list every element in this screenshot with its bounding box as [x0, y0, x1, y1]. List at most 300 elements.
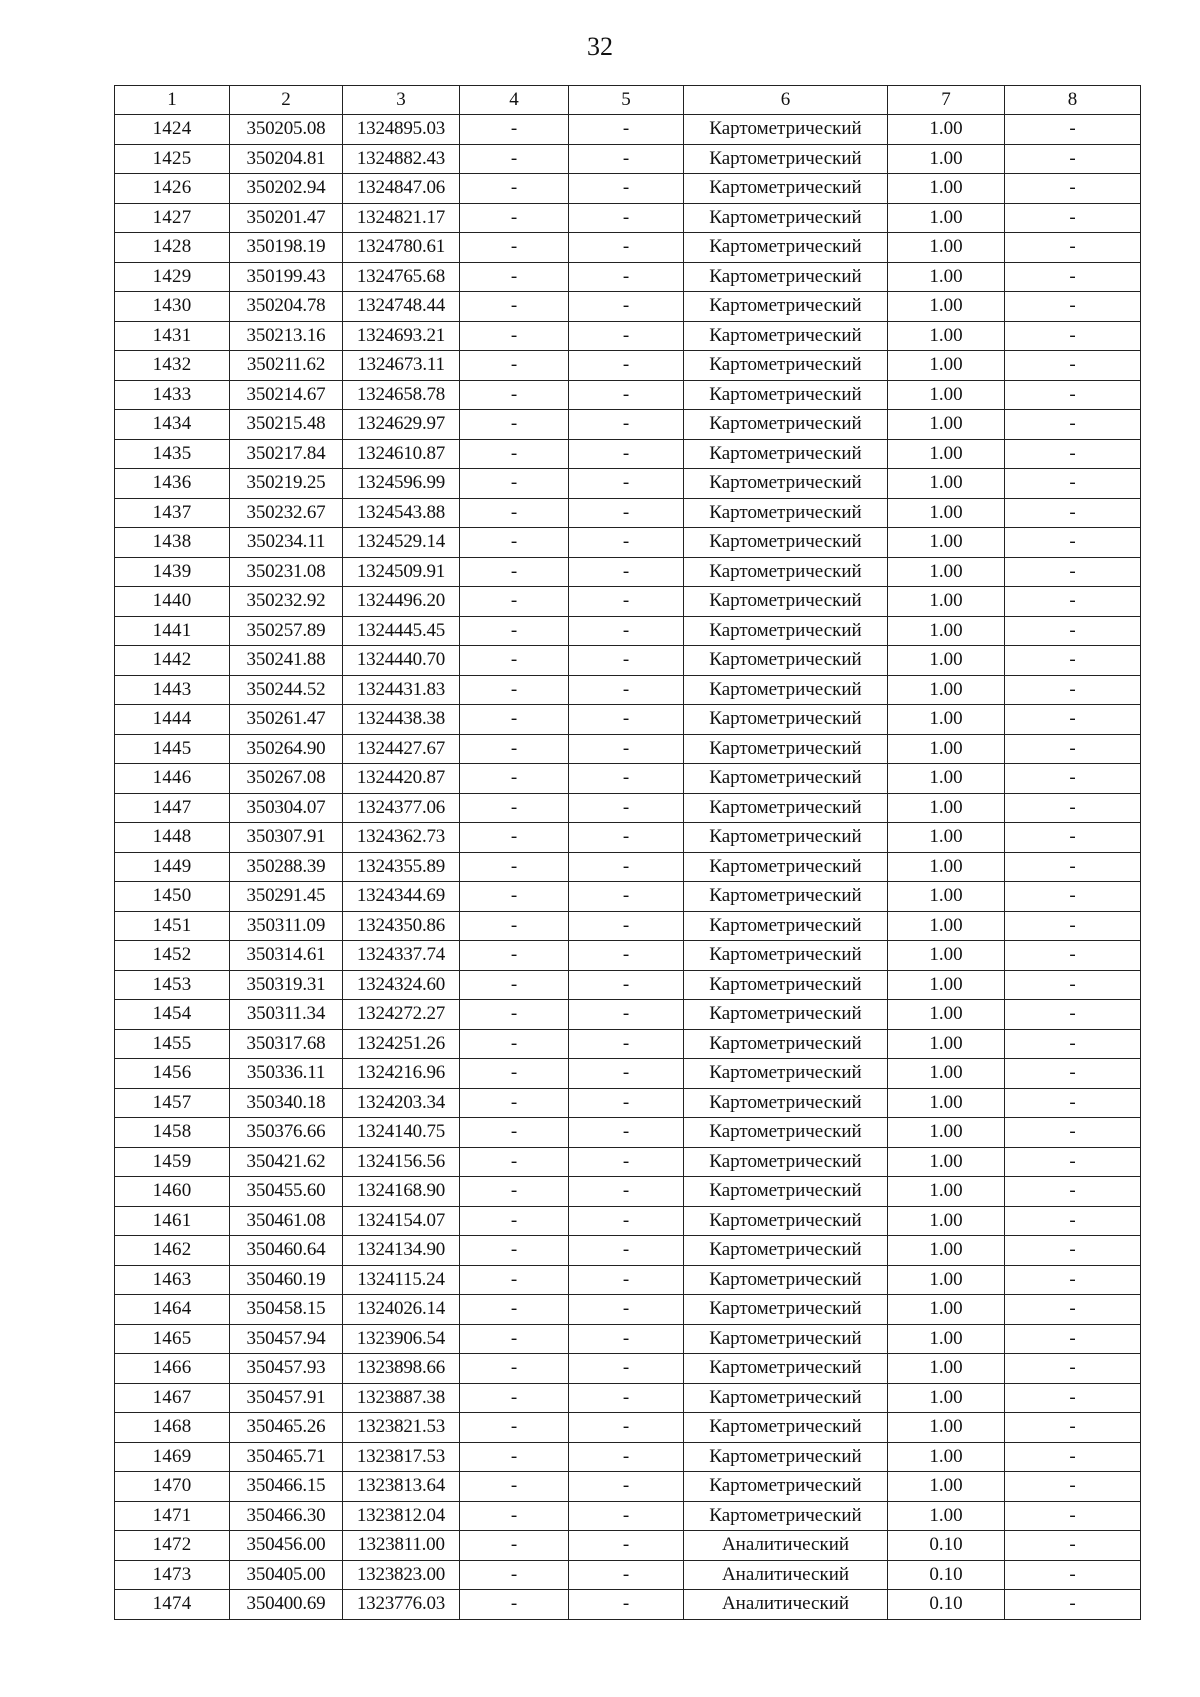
x-coordinate-cell: 350288.39: [230, 852, 343, 882]
col-5-cell: -: [569, 262, 684, 292]
page-number: 32: [587, 32, 613, 61]
col-5-cell: -: [569, 557, 684, 587]
y-coordinate-cell: 1324780.61: [343, 233, 460, 263]
col-5-cell: -: [569, 1147, 684, 1177]
table-row: [115, 1177, 1141, 1207]
col-8-cell: -: [1005, 1029, 1141, 1059]
y-coordinate-cell: 1324362.73: [343, 823, 460, 853]
table-row: [115, 1383, 1141, 1413]
col-5-cell: -: [569, 528, 684, 558]
col-5-cell: -: [569, 174, 684, 204]
x-coordinate-cell: 350241.88: [230, 646, 343, 676]
y-coordinate-cell: 1324355.89: [343, 852, 460, 882]
method-cell: Картометрический: [684, 1177, 888, 1207]
table-row: [115, 616, 1141, 646]
col-8-cell: -: [1005, 557, 1141, 587]
table-row: [115, 1265, 1141, 1295]
method-cell: Картометрический: [684, 174, 888, 204]
method-cell: Картометрический: [684, 469, 888, 499]
col-4-cell: -: [460, 1177, 569, 1207]
col-8-cell: -: [1005, 1206, 1141, 1236]
accuracy-cell: 1.00: [888, 1295, 1005, 1325]
col-8-cell: -: [1005, 1236, 1141, 1266]
accuracy-cell: 1.00: [888, 705, 1005, 735]
method-cell: Картометрический: [684, 1059, 888, 1089]
method-cell: Картометрический: [684, 144, 888, 174]
method-cell: Картометрический: [684, 1147, 888, 1177]
col-4-cell: -: [460, 469, 569, 499]
col-4-cell: -: [460, 1383, 569, 1413]
accuracy-cell: 1.00: [888, 144, 1005, 174]
accuracy-cell: 1.00: [888, 616, 1005, 646]
col-5-cell: -: [569, 1295, 684, 1325]
x-coordinate-cell: 350244.52: [230, 675, 343, 705]
point-number-cell: 1452: [115, 941, 230, 971]
table-row: [115, 587, 1141, 617]
x-coordinate-cell: 350261.47: [230, 705, 343, 735]
point-number-cell: 1460: [115, 1177, 230, 1207]
col-8-cell: -: [1005, 1531, 1141, 1561]
col-8-cell: -: [1005, 882, 1141, 912]
point-number-cell: 1449: [115, 852, 230, 882]
method-cell: Картометрический: [684, 351, 888, 381]
col-4-cell: -: [460, 1324, 569, 1354]
col-4-cell: -: [460, 557, 569, 587]
accuracy-cell: 1.00: [888, 882, 1005, 912]
col-5-cell: -: [569, 1059, 684, 1089]
point-number-cell: 1474: [115, 1590, 230, 1620]
point-number-cell: 1446: [115, 764, 230, 794]
col-8-cell: -: [1005, 1442, 1141, 1472]
col-5-cell: -: [569, 498, 684, 528]
col-5-cell: -: [569, 1413, 684, 1443]
column-header-7: 7: [888, 86, 1005, 115]
col-5-cell: -: [569, 1029, 684, 1059]
col-8-cell: -: [1005, 1590, 1141, 1620]
y-coordinate-cell: 1324673.11: [343, 351, 460, 381]
accuracy-cell: 1.00: [888, 321, 1005, 351]
col-4-cell: -: [460, 823, 569, 853]
method-cell: Картометрический: [684, 410, 888, 440]
method-cell: Картометрический: [684, 203, 888, 233]
point-number-cell: 1459: [115, 1147, 230, 1177]
col-8-cell: -: [1005, 587, 1141, 617]
col-5-cell: -: [569, 203, 684, 233]
point-number-cell: 1470: [115, 1472, 230, 1502]
col-8-cell: -: [1005, 380, 1141, 410]
col-4-cell: -: [460, 1354, 569, 1384]
point-number-cell: 1426: [115, 174, 230, 204]
col-4-cell: -: [460, 1265, 569, 1295]
table-row: [115, 1324, 1141, 1354]
table-row: [115, 1442, 1141, 1472]
point-number-cell: 1431: [115, 321, 230, 351]
accuracy-cell: 1.00: [888, 646, 1005, 676]
col-8-cell: -: [1005, 174, 1141, 204]
col-8-cell: -: [1005, 321, 1141, 351]
col-4-cell: -: [460, 764, 569, 794]
col-5-cell: -: [569, 1177, 684, 1207]
x-coordinate-cell: 350455.60: [230, 1177, 343, 1207]
x-coordinate-cell: 350336.11: [230, 1059, 343, 1089]
x-coordinate-cell: 350376.66: [230, 1118, 343, 1148]
column-header-2: 2: [230, 86, 343, 115]
col-8-cell: -: [1005, 410, 1141, 440]
point-number-cell: 1430: [115, 292, 230, 322]
method-cell: Картометрический: [684, 262, 888, 292]
accuracy-cell: 1.00: [888, 1147, 1005, 1177]
point-number-cell: 1453: [115, 970, 230, 1000]
point-number-cell: 1441: [115, 616, 230, 646]
col-5-cell: -: [569, 823, 684, 853]
table-row: [115, 1472, 1141, 1502]
col-4-cell: -: [460, 380, 569, 410]
point-number-cell: 1462: [115, 1236, 230, 1266]
x-coordinate-cell: 350304.07: [230, 793, 343, 823]
method-cell: Картометрический: [684, 1118, 888, 1148]
y-coordinate-cell: 1324693.21: [343, 321, 460, 351]
accuracy-cell: 1.00: [888, 203, 1005, 233]
point-number-cell: 1466: [115, 1354, 230, 1384]
method-cell: Картометрический: [684, 439, 888, 469]
col-8-cell: -: [1005, 1000, 1141, 1030]
column-header-3: 3: [343, 86, 460, 115]
point-number-cell: 1450: [115, 882, 230, 912]
table-row: [115, 233, 1141, 263]
col-8-cell: -: [1005, 203, 1141, 233]
y-coordinate-cell: 1324115.24: [343, 1265, 460, 1295]
accuracy-cell: 1.00: [888, 1413, 1005, 1443]
method-cell: Картометрический: [684, 734, 888, 764]
accuracy-cell: 1.00: [888, 410, 1005, 440]
method-cell: Картометрический: [684, 1295, 888, 1325]
col-4-cell: -: [460, 1295, 569, 1325]
y-coordinate-cell: 1324420.87: [343, 764, 460, 794]
point-number-cell: 1463: [115, 1265, 230, 1295]
x-coordinate-cell: 350214.67: [230, 380, 343, 410]
table-row: [115, 1088, 1141, 1118]
x-coordinate-cell: 350291.45: [230, 882, 343, 912]
method-cell: Картометрический: [684, 1029, 888, 1059]
point-number-cell: 1472: [115, 1531, 230, 1561]
point-number-cell: 1451: [115, 911, 230, 941]
method-cell: Картометрический: [684, 941, 888, 971]
col-5-cell: -: [569, 970, 684, 1000]
x-coordinate-cell: 350232.92: [230, 587, 343, 617]
method-cell: Картометрический: [684, 1413, 888, 1443]
x-coordinate-cell: 350465.26: [230, 1413, 343, 1443]
column-header-5: 5: [569, 86, 684, 115]
x-coordinate-cell: 350460.64: [230, 1236, 343, 1266]
col-4-cell: -: [460, 1147, 569, 1177]
table-row: [115, 351, 1141, 381]
col-8-cell: -: [1005, 646, 1141, 676]
col-8-cell: -: [1005, 1383, 1141, 1413]
col-4-cell: -: [460, 292, 569, 322]
point-number-cell: 1461: [115, 1206, 230, 1236]
table-row: [115, 705, 1141, 735]
col-4-cell: -: [460, 115, 569, 145]
x-coordinate-cell: 350460.19: [230, 1265, 343, 1295]
col-4-cell: -: [460, 1531, 569, 1561]
accuracy-cell: 1.00: [888, 1236, 1005, 1266]
y-coordinate-cell: 1324596.99: [343, 469, 460, 499]
col-4-cell: -: [460, 528, 569, 558]
y-coordinate-cell: 1324344.69: [343, 882, 460, 912]
col-5-cell: -: [569, 705, 684, 735]
y-coordinate-cell: 1324543.88: [343, 498, 460, 528]
point-number-cell: 1467: [115, 1383, 230, 1413]
accuracy-cell: 1.00: [888, 557, 1005, 587]
method-cell: Картометрический: [684, 115, 888, 145]
point-number-cell: 1439: [115, 557, 230, 587]
y-coordinate-cell: 1324134.90: [343, 1236, 460, 1266]
table-row: [115, 1413, 1141, 1443]
accuracy-cell: 1.00: [888, 1383, 1005, 1413]
y-coordinate-cell: 1324882.43: [343, 144, 460, 174]
col-8-cell: -: [1005, 1118, 1141, 1148]
y-coordinate-cell: 1324154.07: [343, 1206, 460, 1236]
table-row: [115, 1531, 1141, 1561]
table-row: [115, 1295, 1141, 1325]
point-number-cell: 1428: [115, 233, 230, 263]
col-5-cell: -: [569, 144, 684, 174]
y-coordinate-cell: 1324350.86: [343, 911, 460, 941]
col-5-cell: -: [569, 233, 684, 263]
accuracy-cell: 1.00: [888, 823, 1005, 853]
y-coordinate-cell: 1324529.14: [343, 528, 460, 558]
x-coordinate-cell: 350204.78: [230, 292, 343, 322]
col-4-cell: -: [460, 262, 569, 292]
accuracy-cell: 1.00: [888, 528, 1005, 558]
col-4-cell: -: [460, 174, 569, 204]
col-5-cell: -: [569, 646, 684, 676]
col-8-cell: -: [1005, 1413, 1141, 1443]
x-coordinate-cell: 350198.19: [230, 233, 343, 263]
method-cell: Аналитический: [684, 1590, 888, 1620]
table-row: [115, 1147, 1141, 1177]
accuracy-cell: 1.00: [888, 292, 1005, 322]
table-row: [115, 675, 1141, 705]
accuracy-cell: 1.00: [888, 1177, 1005, 1207]
table-row: [115, 262, 1141, 292]
x-coordinate-cell: 350456.00: [230, 1531, 343, 1561]
table-row: [115, 911, 1141, 941]
point-number-cell: 1433: [115, 380, 230, 410]
col-8-cell: -: [1005, 498, 1141, 528]
y-coordinate-cell: 1323812.04: [343, 1501, 460, 1531]
y-coordinate-cell: 1324377.06: [343, 793, 460, 823]
table-header: [115, 86, 1141, 115]
table-row: [115, 734, 1141, 764]
col-4-cell: -: [460, 911, 569, 941]
col-4-cell: -: [460, 1560, 569, 1590]
col-5-cell: -: [569, 793, 684, 823]
col-8-cell: -: [1005, 734, 1141, 764]
col-5-cell: -: [569, 321, 684, 351]
col-4-cell: -: [460, 1000, 569, 1030]
accuracy-cell: 1.00: [888, 1000, 1005, 1030]
method-cell: Аналитический: [684, 1531, 888, 1561]
col-5-cell: -: [569, 1383, 684, 1413]
method-cell: Картометрический: [684, 1501, 888, 1531]
x-coordinate-cell: 350231.08: [230, 557, 343, 587]
col-5-cell: -: [569, 1590, 684, 1620]
accuracy-cell: 1.00: [888, 970, 1005, 1000]
col-8-cell: -: [1005, 764, 1141, 794]
col-5-cell: -: [569, 911, 684, 941]
method-cell: Картометрический: [684, 911, 888, 941]
accuracy-cell: 1.00: [888, 1265, 1005, 1295]
accuracy-cell: 1.00: [888, 764, 1005, 794]
method-cell: Картометрический: [684, 675, 888, 705]
col-5-cell: -: [569, 616, 684, 646]
col-5-cell: -: [569, 439, 684, 469]
table-row: [115, 1501, 1141, 1531]
method-cell: Картометрический: [684, 528, 888, 558]
table-row: [115, 1206, 1141, 1236]
accuracy-cell: 1.00: [888, 439, 1005, 469]
x-coordinate-cell: 350199.43: [230, 262, 343, 292]
col-5-cell: -: [569, 734, 684, 764]
accuracy-cell: 1.00: [888, 1088, 1005, 1118]
method-cell: Картометрический: [684, 1324, 888, 1354]
x-coordinate-cell: 350311.34: [230, 1000, 343, 1030]
y-coordinate-cell: 1324203.34: [343, 1088, 460, 1118]
x-coordinate-cell: 350457.91: [230, 1383, 343, 1413]
accuracy-cell: 1.00: [888, 1324, 1005, 1354]
col-8-cell: -: [1005, 1354, 1141, 1384]
x-coordinate-cell: 350234.11: [230, 528, 343, 558]
method-cell: Картометрический: [684, 1442, 888, 1472]
y-coordinate-cell: 1323898.66: [343, 1354, 460, 1384]
y-coordinate-cell: 1323776.03: [343, 1590, 460, 1620]
column-header-4: 4: [460, 86, 569, 115]
method-cell: Картометрический: [684, 321, 888, 351]
col-4-cell: -: [460, 439, 569, 469]
point-number-cell: 1444: [115, 705, 230, 735]
point-number-cell: 1437: [115, 498, 230, 528]
table-row: [115, 410, 1141, 440]
point-number-cell: 1456: [115, 1059, 230, 1089]
method-cell: Картометрический: [684, 1088, 888, 1118]
col-5-cell: -: [569, 1088, 684, 1118]
col-8-cell: -: [1005, 941, 1141, 971]
method-cell: Картометрический: [684, 292, 888, 322]
point-number-cell: 1447: [115, 793, 230, 823]
y-coordinate-cell: 1323906.54: [343, 1324, 460, 1354]
col-8-cell: -: [1005, 675, 1141, 705]
col-8-cell: -: [1005, 1147, 1141, 1177]
x-coordinate-cell: 350457.94: [230, 1324, 343, 1354]
col-4-cell: -: [460, 498, 569, 528]
accuracy-cell: 1.00: [888, 1206, 1005, 1236]
method-cell: Картометрический: [684, 616, 888, 646]
x-coordinate-cell: 350204.81: [230, 144, 343, 174]
accuracy-cell: 1.00: [888, 498, 1005, 528]
col-8-cell: -: [1005, 1560, 1141, 1590]
method-cell: Картометрический: [684, 793, 888, 823]
table-row: [115, 321, 1141, 351]
y-coordinate-cell: 1324168.90: [343, 1177, 460, 1207]
col-4-cell: -: [460, 351, 569, 381]
col-4-cell: -: [460, 1501, 569, 1531]
col-5-cell: -: [569, 852, 684, 882]
x-coordinate-cell: 350314.61: [230, 941, 343, 971]
y-coordinate-cell: 1324748.44: [343, 292, 460, 322]
table-row: [115, 203, 1141, 233]
accuracy-cell: 1.00: [888, 734, 1005, 764]
col-5-cell: -: [569, 1236, 684, 1266]
accuracy-cell: 1.00: [888, 1059, 1005, 1089]
col-4-cell: -: [460, 1590, 569, 1620]
point-number-cell: 1440: [115, 587, 230, 617]
y-coordinate-cell: 1324445.45: [343, 616, 460, 646]
col-8-cell: -: [1005, 1265, 1141, 1295]
x-coordinate-cell: 350215.48: [230, 410, 343, 440]
header-row: [115, 86, 1141, 115]
accuracy-cell: 0.10: [888, 1560, 1005, 1590]
col-8-cell: -: [1005, 1472, 1141, 1502]
method-cell: Картометрический: [684, 1265, 888, 1295]
accuracy-cell: 1.00: [888, 1501, 1005, 1531]
col-5-cell: -: [569, 675, 684, 705]
col-5-cell: -: [569, 469, 684, 499]
x-coordinate-cell: 350400.69: [230, 1590, 343, 1620]
table-row: [115, 1590, 1141, 1620]
method-cell: Картометрический: [684, 823, 888, 853]
coordinates-table: [114, 85, 1141, 1620]
table-row: [115, 498, 1141, 528]
accuracy-cell: 1.00: [888, 1118, 1005, 1148]
point-number-cell: 1427: [115, 203, 230, 233]
col-4-cell: -: [460, 646, 569, 676]
point-number-cell: 1443: [115, 675, 230, 705]
point-number-cell: 1432: [115, 351, 230, 381]
y-coordinate-cell: 1324251.26: [343, 1029, 460, 1059]
col-8-cell: -: [1005, 852, 1141, 882]
x-coordinate-cell: 350307.91: [230, 823, 343, 853]
col-5-cell: -: [569, 587, 684, 617]
x-coordinate-cell: 350465.71: [230, 1442, 343, 1472]
accuracy-cell: 1.00: [888, 1354, 1005, 1384]
column-header-8: 8: [1005, 86, 1141, 115]
y-coordinate-cell: 1324440.70: [343, 646, 460, 676]
y-coordinate-cell: 1323887.38: [343, 1383, 460, 1413]
table-body: [115, 115, 1141, 1620]
col-4-cell: -: [460, 941, 569, 971]
point-number-cell: 1465: [115, 1324, 230, 1354]
table-row: [115, 1118, 1141, 1148]
y-coordinate-cell: 1324438.38: [343, 705, 460, 735]
point-number-cell: 1448: [115, 823, 230, 853]
method-cell: Картометрический: [684, 587, 888, 617]
point-number-cell: 1454: [115, 1000, 230, 1030]
point-number-cell: 1455: [115, 1029, 230, 1059]
point-number-cell: 1468: [115, 1413, 230, 1443]
col-8-cell: -: [1005, 144, 1141, 174]
y-coordinate-cell: 1324337.74: [343, 941, 460, 971]
col-5-cell: -: [569, 1472, 684, 1502]
table-row: [115, 646, 1141, 676]
table-row: [115, 144, 1141, 174]
y-coordinate-cell: 1324847.06: [343, 174, 460, 204]
col-5-cell: -: [569, 1442, 684, 1472]
col-5-cell: -: [569, 882, 684, 912]
col-8-cell: -: [1005, 1088, 1141, 1118]
method-cell: Картометрический: [684, 1206, 888, 1236]
point-number-cell: 1438: [115, 528, 230, 558]
